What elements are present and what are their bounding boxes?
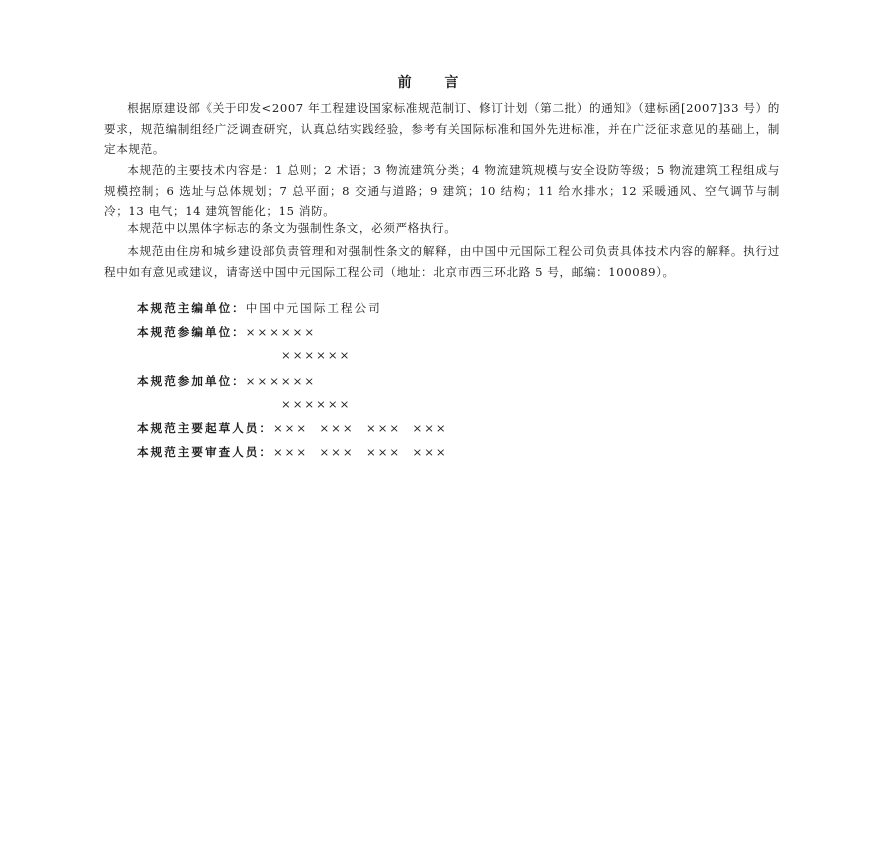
drafters-value: ××× ××× ××× ××× — [272, 421, 448, 435]
paragraph-1 — [104, 98, 780, 164]
drafters-label: 本规范主要起草人员： — [137, 421, 273, 435]
paragraph-3 — [104, 218, 780, 243]
participating-unit-value: ×××××× — [245, 325, 317, 339]
paragraph-text: 本规范由住房和城乡建设部负责管理和对强制性条文的解释，由中国中元国际工程公司负责具体技术内容的解释。执行过程中如有意见或建议，请寄送中国中元国际工程公司（地址：北京市西三环北路 5 号，邮编：100089）。 — [104, 244, 780, 279]
reviewers-label: 本规范主要审查人员： — [137, 445, 273, 459]
paragraph-text: 本规范中以黑体字标志的条文为强制性条文，必须严格执行。 — [127, 221, 457, 235]
participating-unit-row — [137, 324, 316, 340]
paragraph-4 — [104, 241, 780, 286]
joining-unit-value: ×××××× — [245, 374, 317, 388]
chief-unit-row — [137, 300, 382, 316]
participating-unit-value: ×××××× — [281, 348, 352, 362]
paragraph-2 — [104, 160, 780, 226]
paragraph-text: 本规范的主要技术内容是：1 总则；2 术语；3 物流建筑分类；4 物流建筑规模与安全设防等级；5 物流建筑工程组成与规模控制；6 选址与总体规划；7 总平面；8 交通与道路；9 建筑；10 结构；11 给水排水；12 采暖通风、空气调节与制冷；13 电气；14 建筑智能化；15 消防。 — [104, 163, 780, 218]
participating-unit-label: 本规范参编单位： — [137, 325, 246, 339]
reviewers-row — [137, 444, 448, 460]
paragraph-text: 根据原建设部《关于印发<2007 年工程建设国家标准规范制订、修订计划（第二批）的通知》（建标函[2007]33 号）的要求，规范编制组经广泛调查研究，认真总结实践经验，参考有关国际标准和国外先进标准，并在广泛征求意见的基础上，制定本规范。 — [104, 101, 780, 156]
page-title: 前 言 — [397, 75, 473, 91]
drafters-row — [137, 420, 448, 436]
chief-unit-value: 中国中元国际工程公司 — [245, 301, 382, 315]
joining-unit-value: ×××××× — [281, 397, 352, 411]
joining-unit-label: 本规范参加单位： — [137, 374, 246, 388]
reviewers-value: ××× ××× ××× ××× — [272, 445, 448, 459]
joining-unit-row — [137, 373, 316, 389]
chief-unit-label: 本规范主编单位： — [137, 301, 246, 315]
